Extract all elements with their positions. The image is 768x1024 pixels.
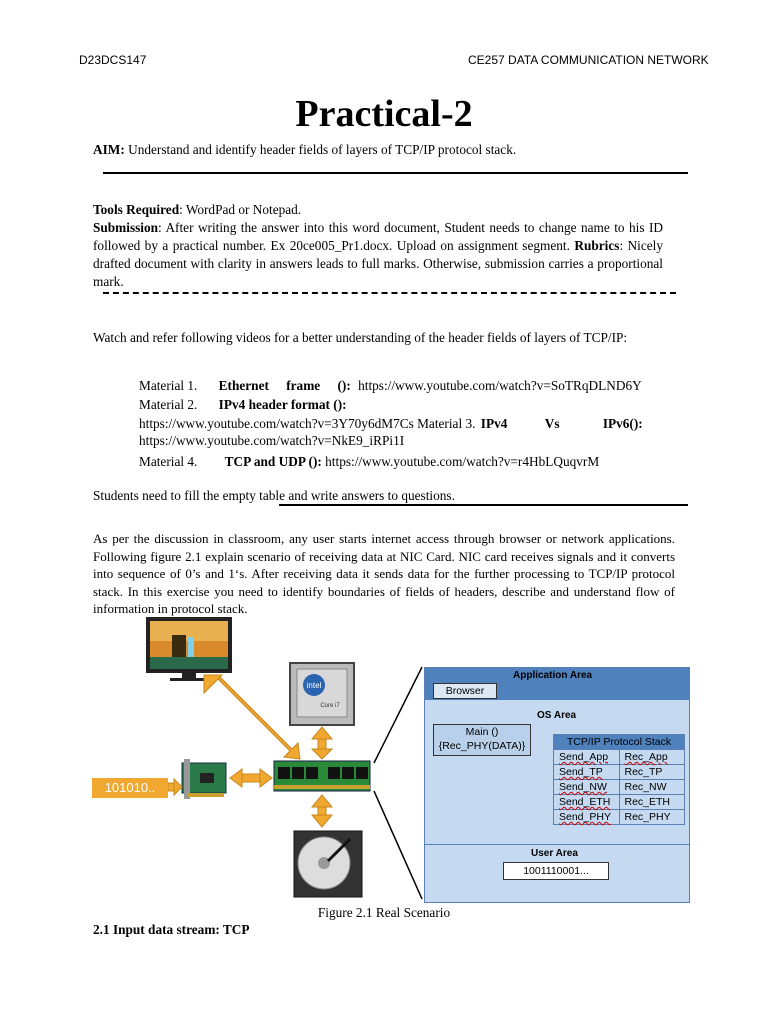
material-3-url[interactable]: https://www.youtube.com/watch?v=NkE9_iRPi1I [139, 433, 405, 448]
os-area-label: OS Area [537, 710, 577, 721]
hdd-arrowhead-down [312, 815, 332, 827]
stack-row-tp [554, 764, 684, 779]
application-area-label: Application Area [513, 670, 593, 681]
material-2 [139, 396, 347, 414]
stack-row-eth [554, 794, 684, 809]
nic-card-icon [182, 759, 226, 799]
submission-text: : After writing the answer into this word document, Student needs to change name to his ID followed by a practical number. Ex 20ce005_Pr1.docx. Upload on assignment segment. [93, 220, 663, 253]
cpu-model: Core i7 [320, 703, 340, 709]
stack-row-phy [554, 809, 684, 824]
hard-disk-icon [294, 831, 362, 897]
material-2-label: Material 2. [139, 397, 198, 412]
stack-row-nw [554, 779, 684, 794]
material-1 [139, 377, 642, 395]
nic-arrowhead-right [260, 769, 272, 787]
material-3-title-b: Vs [544, 416, 560, 431]
zoom-line-bottom [374, 791, 422, 899]
protocol-stack-table [553, 734, 685, 825]
material-3-title-a: IPv4 [480, 416, 508, 431]
rec-phy: Rec_PHY [624, 811, 671, 823]
send-eth: Send_ETH [554, 795, 620, 809]
material-4 [139, 453, 599, 471]
stack-row-app [554, 749, 684, 764]
aim-text: Understand and identify header fields of layers of TCP/IP protocol stack. [124, 142, 517, 157]
memory-bus-icon [274, 761, 370, 791]
send-nw: Send_NW [554, 780, 620, 794]
students-note: Students need to fill the empty table and write answers to questions. [93, 488, 455, 503]
aim-label: AIM: [93, 142, 125, 157]
material-1-url[interactable]: https://www.youtube.com/watch?v=SoTRqDLND6Y [358, 378, 642, 393]
main-function-name: Main () [465, 726, 499, 738]
tools-block [93, 201, 663, 291]
monitor-arrowhead [204, 675, 222, 693]
material-1-label: Material 1. [139, 378, 198, 393]
intro-text: Watch and refer following videos for a better understanding of the header fields of layers of TCP/IP: [93, 330, 628, 345]
main-function-box [433, 724, 531, 756]
rec-tp: Rec_TP [624, 766, 663, 778]
divider [103, 172, 688, 174]
aim-line [93, 141, 693, 159]
header-student-id: D23DCS147 [79, 53, 147, 67]
figure-caption: Figure 2.1 Real Scenario [317, 905, 451, 920]
page-title: Practical-2 [295, 93, 473, 135]
browser-box: Browser [433, 683, 497, 699]
material-3-label: Material 3. [417, 416, 476, 431]
monitor-icon [146, 617, 232, 681]
bitstream-arrowhead [174, 779, 182, 795]
material-2-title: IPv4 header format (): [218, 397, 347, 412]
figure-2-1 [92, 613, 692, 903]
material-4-label: Material 4. [139, 454, 198, 469]
cpu-arrowhead-up [312, 727, 332, 739]
send-tp: Send_TP [554, 765, 620, 779]
submission-label: Submission [93, 220, 159, 235]
header-course: CE257 DATA COMMUNICATION NETWORK [468, 53, 709, 67]
tools-text: : WordPad or Notepad. [179, 202, 302, 217]
rubrics-text: : Nicely drafted document with clarity in answers leads to full marks. Otherwise, submission carries a proportional mark. [93, 238, 663, 289]
material-1-title: Ethernet frame (): [218, 378, 351, 393]
hdd-arrowhead-up [312, 795, 332, 807]
material-3-title-c: IPv6(): [602, 416, 643, 431]
send-app: Send_App [554, 750, 620, 764]
tools-label: Tools Required [93, 202, 180, 217]
monitor-bus-arrow [212, 677, 300, 759]
rec-nw: Rec_NW [624, 781, 667, 793]
material-2-3-line [139, 415, 675, 433]
material-4-title: TCP and UDP (): [224, 454, 322, 469]
user-area-value: 1001110001... [503, 862, 609, 880]
rec-app: Rec_App [624, 751, 668, 763]
material-2-url[interactable]: https://www.youtube.com/watch?v=3Y70y6dM7Cs [139, 416, 414, 431]
application-area [425, 668, 689, 700]
rec-eth: Rec_ETH [624, 796, 671, 808]
cpu-brand: intel [306, 681, 322, 690]
dashed-divider [103, 292, 676, 294]
send-phy: Send_PHY [554, 810, 620, 824]
divider [279, 504, 688, 506]
bitstream-label: 101010.. [92, 778, 168, 798]
main-function-call: {Rec_PHY(DATA)} [438, 740, 526, 752]
protocol-stack-title: TCP/IP Protocol Stack [554, 735, 684, 749]
section-heading: 2.1 Input data stream: TCP [93, 922, 250, 937]
user-area-divider [425, 844, 689, 845]
cpu-icon [290, 663, 354, 725]
nic-arrowhead-left [230, 769, 242, 787]
cpu-arrowhead-down [312, 749, 332, 759]
user-area-label: User Area [531, 848, 578, 859]
zoom-line-top [374, 667, 422, 763]
material-4-url[interactable]: https://www.youtube.com/watch?v=r4HbLQuqvrM [325, 454, 600, 469]
rubrics-label: Rubrics [574, 238, 620, 253]
discussion-paragraph: As per the discussion in classroom, any user starts internet access through browser or network applications. Following figure 2.1 explain scenario of receiving data at NIC Card. NIC card receives signals and it converts into sequence of 0’s and 1‘s. After receiving data it sends data for the further processing to TCP/IP protocol stack. In this exercise you need to identify boundaries of fields of headers, describe and understand flow of information in protocol stack. [93, 531, 675, 616]
os-panel [424, 667, 690, 903]
